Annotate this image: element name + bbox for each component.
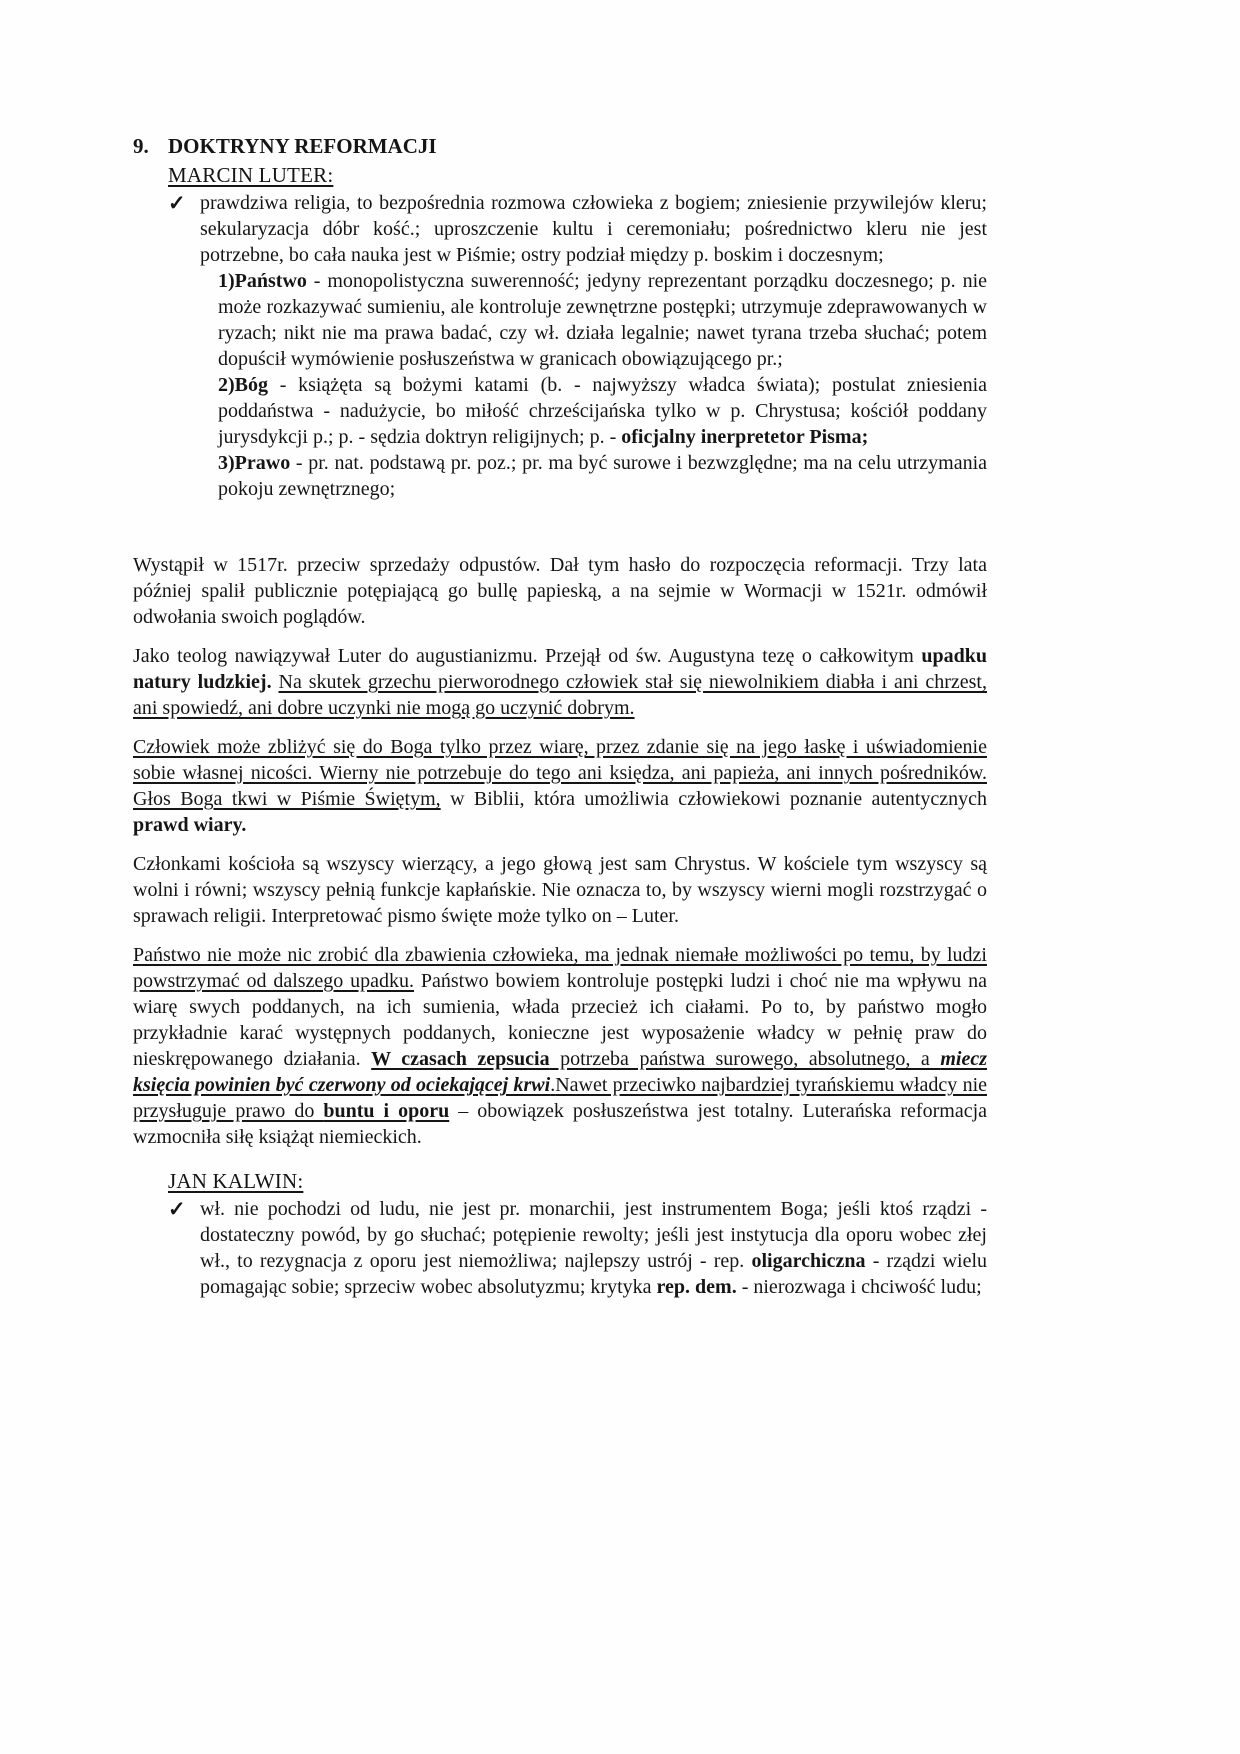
paragraph: [133, 734, 987, 838]
paragraph: [133, 942, 987, 1150]
text-run: Wystąpił w 1517r. przeciw sprzedaży odpustów. Dał tym hasło do rozpoczęcia reformacji. Trzy lata później spalił publicznie potępiającą go bullę papieską, a na sejmie w Wormacji w 1521r. odmówił odwołania swoich poglądów.: [133, 554, 987, 628]
text-run: Państwo nie może nic zrobić dla zbawienia człowieka, ma jednak niemałe możliwości po temu, by ludzi powstrzymać od dalszego upadku.: [133, 944, 987, 992]
text-run: 2)Bóg: [218, 374, 268, 396]
text-run: oligarchiczna: [751, 1250, 866, 1272]
paragraph: [133, 851, 987, 929]
heading-number: 9.: [133, 134, 149, 158]
check-item: [168, 1196, 987, 1300]
text-run: Członkami kościoła są wszyscy wierzący, a jego głową jest sam Chrystus. W kościele tym wszyscy są wolni i równi; wszyscy pełnią funkcje kapłańskie. Nie oznacza to, by wszyscy wierni mogli rozstrzygać o sprawach religii. Interpretować pismo święte może tylko on – Luter.: [133, 853, 987, 927]
text-run: wł. nie pochodzi od ludu, nie jest pr. monarchii, jest instrumentem Boga; jeśli ktoś rządzi - dostateczny powód, by go słuchać; potępienie rewolty; jeśli jest instytucja dla oporu wobec złej wł., to rezygnacja z oporu jest niemożliwa; najlepszy ustrój - rep.: [200, 1198, 987, 1272]
text-run: prawdziwa religia, to bezpośrednia rozmowa człowieka z bogiem; zniesienie przywilejów kleru; sekularyzacja dóbr kość.; uproszczenie kultu i ceremoniału; pośrednictwo kleru nie jest potrzebne, bo cała nauka jest w Piśmie; ostry podział między p. boskim i doczesnym;: [200, 192, 987, 266]
text-run: Człowiek może zbliżyć się do Boga tylko przez wiarę, przez zdanie się na jego łaskę i uświadomienie sobie własnej nicości. Wierny nie potrzebuje do tego ani księdza, ani papieża, ani innych pośredników. Głos Boga tkwi w Piśmie Świętym,: [133, 736, 987, 810]
paragraph: [133, 552, 987, 630]
numbered-item: [218, 450, 987, 502]
text-run: MARCIN LUTER:: [168, 163, 334, 187]
paragraph: [133, 643, 987, 721]
text-run: 3)Prawo: [218, 452, 291, 474]
text-run: .: [550, 1074, 556, 1096]
text-run: potrzeba państwa surowego, absolutnego, a: [549, 1048, 941, 1070]
text-run: rep. dem.: [656, 1276, 737, 1298]
check-icon: ✓: [168, 191, 186, 215]
text-run: Jako teolog nawiązywał Luter do augustianizmu. Przejął od św. Augustyna tezę o całkowitym: [133, 645, 922, 667]
text-run: - nierozwaga i chciwość ludu;: [736, 1276, 982, 1298]
text-run: JAN KALWIN:: [168, 1169, 304, 1193]
text-run: buntu i oporu: [323, 1100, 450, 1122]
text-run: - książęta są bożymi katami (b. - najwyższy władca świata); postulat zniesienia poddaństwa - nadużycie, bo miłość chrześcijańska tylko w p. Chrystusa; kościół poddany jurysdykcji p.; p. - sędzia doktryn religijnych; p. -: [218, 374, 987, 448]
check-icon: ✓: [168, 1197, 186, 1221]
text-run: - monopolistyczna suwerenność; jedyny reprezentant porządku doczesnego; p. nie może rozkazywać sumieniu, ale kontroluje zewnętrzne postępki; utrzymuje zdeprawowanych w ryzach; nikt nie ma prawa badać, czy wł. działa legalnie; nawet tyrana trzeba słuchać; potem dopuścił wymówienie posłuszeństwa w granicach obowiązującego pr.;: [218, 270, 987, 370]
text-run: - rządzi wielu pomagając sobie; sprzeciw wobec absolutyzmu; krytyka: [200, 1250, 987, 1298]
page-title: [133, 132, 987, 160]
text-run: Nawet przeciwko najbardziej tyrańskiemu władcy nie przysługuje prawo do: [133, 1074, 987, 1122]
subheading: [168, 162, 987, 189]
check-item: [168, 190, 987, 268]
text-run: Państwo bowiem kontroluje postępki ludzi i choć nie ma wpływu na wiarę swych poddanych, na ich sumienia, włada przecież ich ciałami. Po to, by państwo mogło przykładnie karać występnych poddanych, konieczne jest wyposażenie władcy w pełnię praw do nieskrępowanego działania.: [133, 970, 987, 1070]
document-body: [133, 132, 987, 1300]
text-run: miecz księcia powinien być czerwony od ociekającej krwi: [133, 1048, 987, 1096]
text-run: – obowiązek posłuszeństwa jest totalny. Luterańska reformacja wzmocniła siłę książąt niemieckich.: [133, 1100, 988, 1148]
text-run: 1)Państwo: [218, 270, 307, 292]
text-run: - pr. nat. podstawą pr. poz.; pr. ma być surowe i bezwzględne; ma na celu utrzymania pokoju zewnętrznego;: [218, 452, 987, 500]
text-run: oficjalny inerpretetor Pisma;: [621, 426, 869, 448]
numbered-item: [218, 268, 987, 372]
text-run: w Biblii, która umożliwia człowiekowi poznanie autentycznych: [440, 788, 987, 810]
text-run: W czasach zepsucia: [371, 1048, 550, 1070]
text-run: upadku natury ludzkiej.: [133, 645, 987, 693]
heading-text: DOKTRYNY REFORMACJI: [168, 134, 437, 158]
check-item-text: [200, 190, 987, 268]
text-run: [272, 671, 279, 693]
subheading: [168, 1168, 987, 1195]
check-item-text: [200, 1196, 987, 1300]
text-run: Na skutek grzechu pierworodnego człowiek stał się niewolnikiem diabła i ani chrzest, ani spowiedź, ani dobre uczynki nie mogą go uczynić dobrym.: [133, 671, 987, 719]
numbered-item: [218, 372, 987, 450]
text-run: prawd wiary.: [133, 814, 247, 836]
